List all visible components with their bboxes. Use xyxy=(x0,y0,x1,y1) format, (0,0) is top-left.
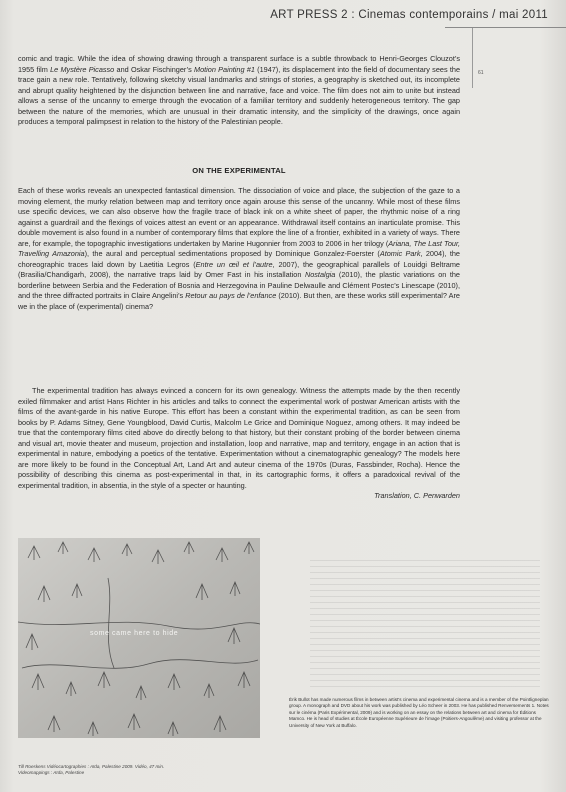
photo-caption xyxy=(18,764,268,776)
film-still-photo xyxy=(18,538,260,738)
film-title: Le Mystère Picasso xyxy=(50,64,115,74)
margin-rule xyxy=(472,28,473,88)
text-run: and Oskar Fischinger’s xyxy=(114,64,194,74)
film-title: Motion Painting #1 xyxy=(193,64,255,74)
text-run: , 2004), the choreographic traces laid down by Laetitia Legros ( xyxy=(18,249,460,269)
header-rule xyxy=(445,27,566,28)
paragraph-3 xyxy=(18,386,460,502)
text-run: comic and tragic. While the idea of showing drawing through a transparent surface is a subtle throwback to Henri-Georges Clouzot’s 1955 film xyxy=(18,54,460,74)
film-title: Retour au pays de l’enfance xyxy=(185,291,277,301)
text-run: , 2007), the geographical parallels of Louidgi Beltrame (Brasilia/Chandigarh, 2008), the narrative traps laid by Omer Fast in his installation xyxy=(18,259,460,280)
caption-line-1: Till Roeskens Vidéocartographies : Aïda, Palestine 2009. Vidéo, 47 min. xyxy=(18,764,165,769)
paragraph-1 xyxy=(18,54,460,128)
film-title: Atomic Park xyxy=(379,249,421,259)
page-number: 61 xyxy=(478,70,484,76)
paragraph-3-text: The experimental tradition has always evinced a concern for its own genealogy. Witness the attempts made by the then recently exiled filmmaker and artist Hans Richter in his articles and talks to connect the experimental work of postwar American artists with the films of the avant-garde in his native Europe. This effort has been a constant within the experimental tradition, as can be seen from books by P. Adams Sitney, Gene Youngblood, David Curtis, Malcolm Le Grice and Dominique Noguez, among others. It may indeed be true that the contemporary films cited above do directly belong to that history, but their constant probing of the border between cinema and visual art, movie theater and museum, projection and installation, loop and narrative, map and territory, engage in an action that is experimental in nature, embodying a poetics of the tentative. Experimentation without a cinematographic genealogy? The models here are more likely to be found in the Conceptual Art, Land Art and auteur cinema of the 1970s (Duras, Fassbinder, Rocha). Hence the possibility of describing this cinema as post-experimental in that, in its cartographic forms, it offers a paradoxical revival of the experimental tradition, in absentia, in the style of a specter or haunting. xyxy=(18,386,460,490)
translation-credit: Translation, C. Penwarden xyxy=(374,491,460,501)
caption-line-2: Videomappings : Aïda, Palestine xyxy=(18,770,85,775)
film-still-drawing xyxy=(18,538,260,738)
text-run: ), the aural and perceptual sedimentations proposed by Dominique Gonzalez-Foerster ( xyxy=(84,249,380,259)
text-run: (2010), the plastic variations on the borderline between Serbia and the Federation of Bosnia and Herzegovina in Pauline Delwaulle and Clément Postec’s Linescape (2010), and the three diffracted portraits in Claire Angelini’s xyxy=(18,270,460,301)
film-title: Ariana, The Last Tour, Travelling Amazonia xyxy=(18,238,460,259)
text-run: (2010). But then, are these works still experimental? Are we in the place of (experimental) cinema? xyxy=(18,291,460,312)
text-run: (1947), its displacement into the field of documentary sees the trace gain a new role. Tentatively, following sketchy visual landmarks and strings of stories, a geography is sketched out, its incomplete and abrupt quality heightened by the disjunction between line and narrative, face and voice. The film does not aim to unite but instead allows a sense of the uncanny to emerge through the evocation of a familiar territory and suddenly heterogeneous territory. The gap between the nature of the memories, which are unusual in their dramatic intensity, and the simplicity of the drawings, once again produces a temporal palimpsest in relation to the history of the Palestinian people. xyxy=(18,64,460,127)
show-through-text xyxy=(310,560,540,688)
film-title: Nostalgia xyxy=(304,270,336,280)
text-run: Each of these works reveals an unexpected fantastical dimension. The dissociation of voice and place, the subjection of the gaze to a moving element, the murky relation between map and territory once again arouse this sense of the uncanny. While most of these films use specific devices, we can also observe how the fragile trace of black ink on a white sheet of paper, the rhythmic noise of a ring against a guardrail and the flexings of voices attest an event or an appearance. Withdrawal itself contains an inarticulate promise. This double movement is also found in a number of contemporary films that explore the line of a frontier, exhibited in a variety of ways. There are, for example, the topographic investigations undertaken by Marine Hugonnier from 2003 to 2006 in her trilogy ( xyxy=(18,186,460,248)
author-bio: Érik Bullot has made numerous films in between artist’s cinema and experimental cinema and is a member of the Pointligneplan group. A monograph and DVD about his work was published by Léo Scheer in 2003. He has published Renversements 1. Notes sur le cinéma (Paris Expérimental, 2009) and is working on an essay on the relations between art and cinema for Éditions Mamco. He is head of studies at École Européenne Supérieure de l’image (Poitiers-Angoulême) and visiting professor at the University of New York at Buffalo. xyxy=(289,697,549,728)
subtitle-overlay: some came here to hide xyxy=(90,630,179,637)
paragraph-2 xyxy=(18,186,460,313)
film-title: Entre un œil et l’autre xyxy=(195,259,273,269)
running-header: ART PRESS 2 : Cinemas contemporains / mai 2011 xyxy=(270,9,548,21)
section-heading: ON THE EXPERIMENTAL xyxy=(192,166,286,175)
